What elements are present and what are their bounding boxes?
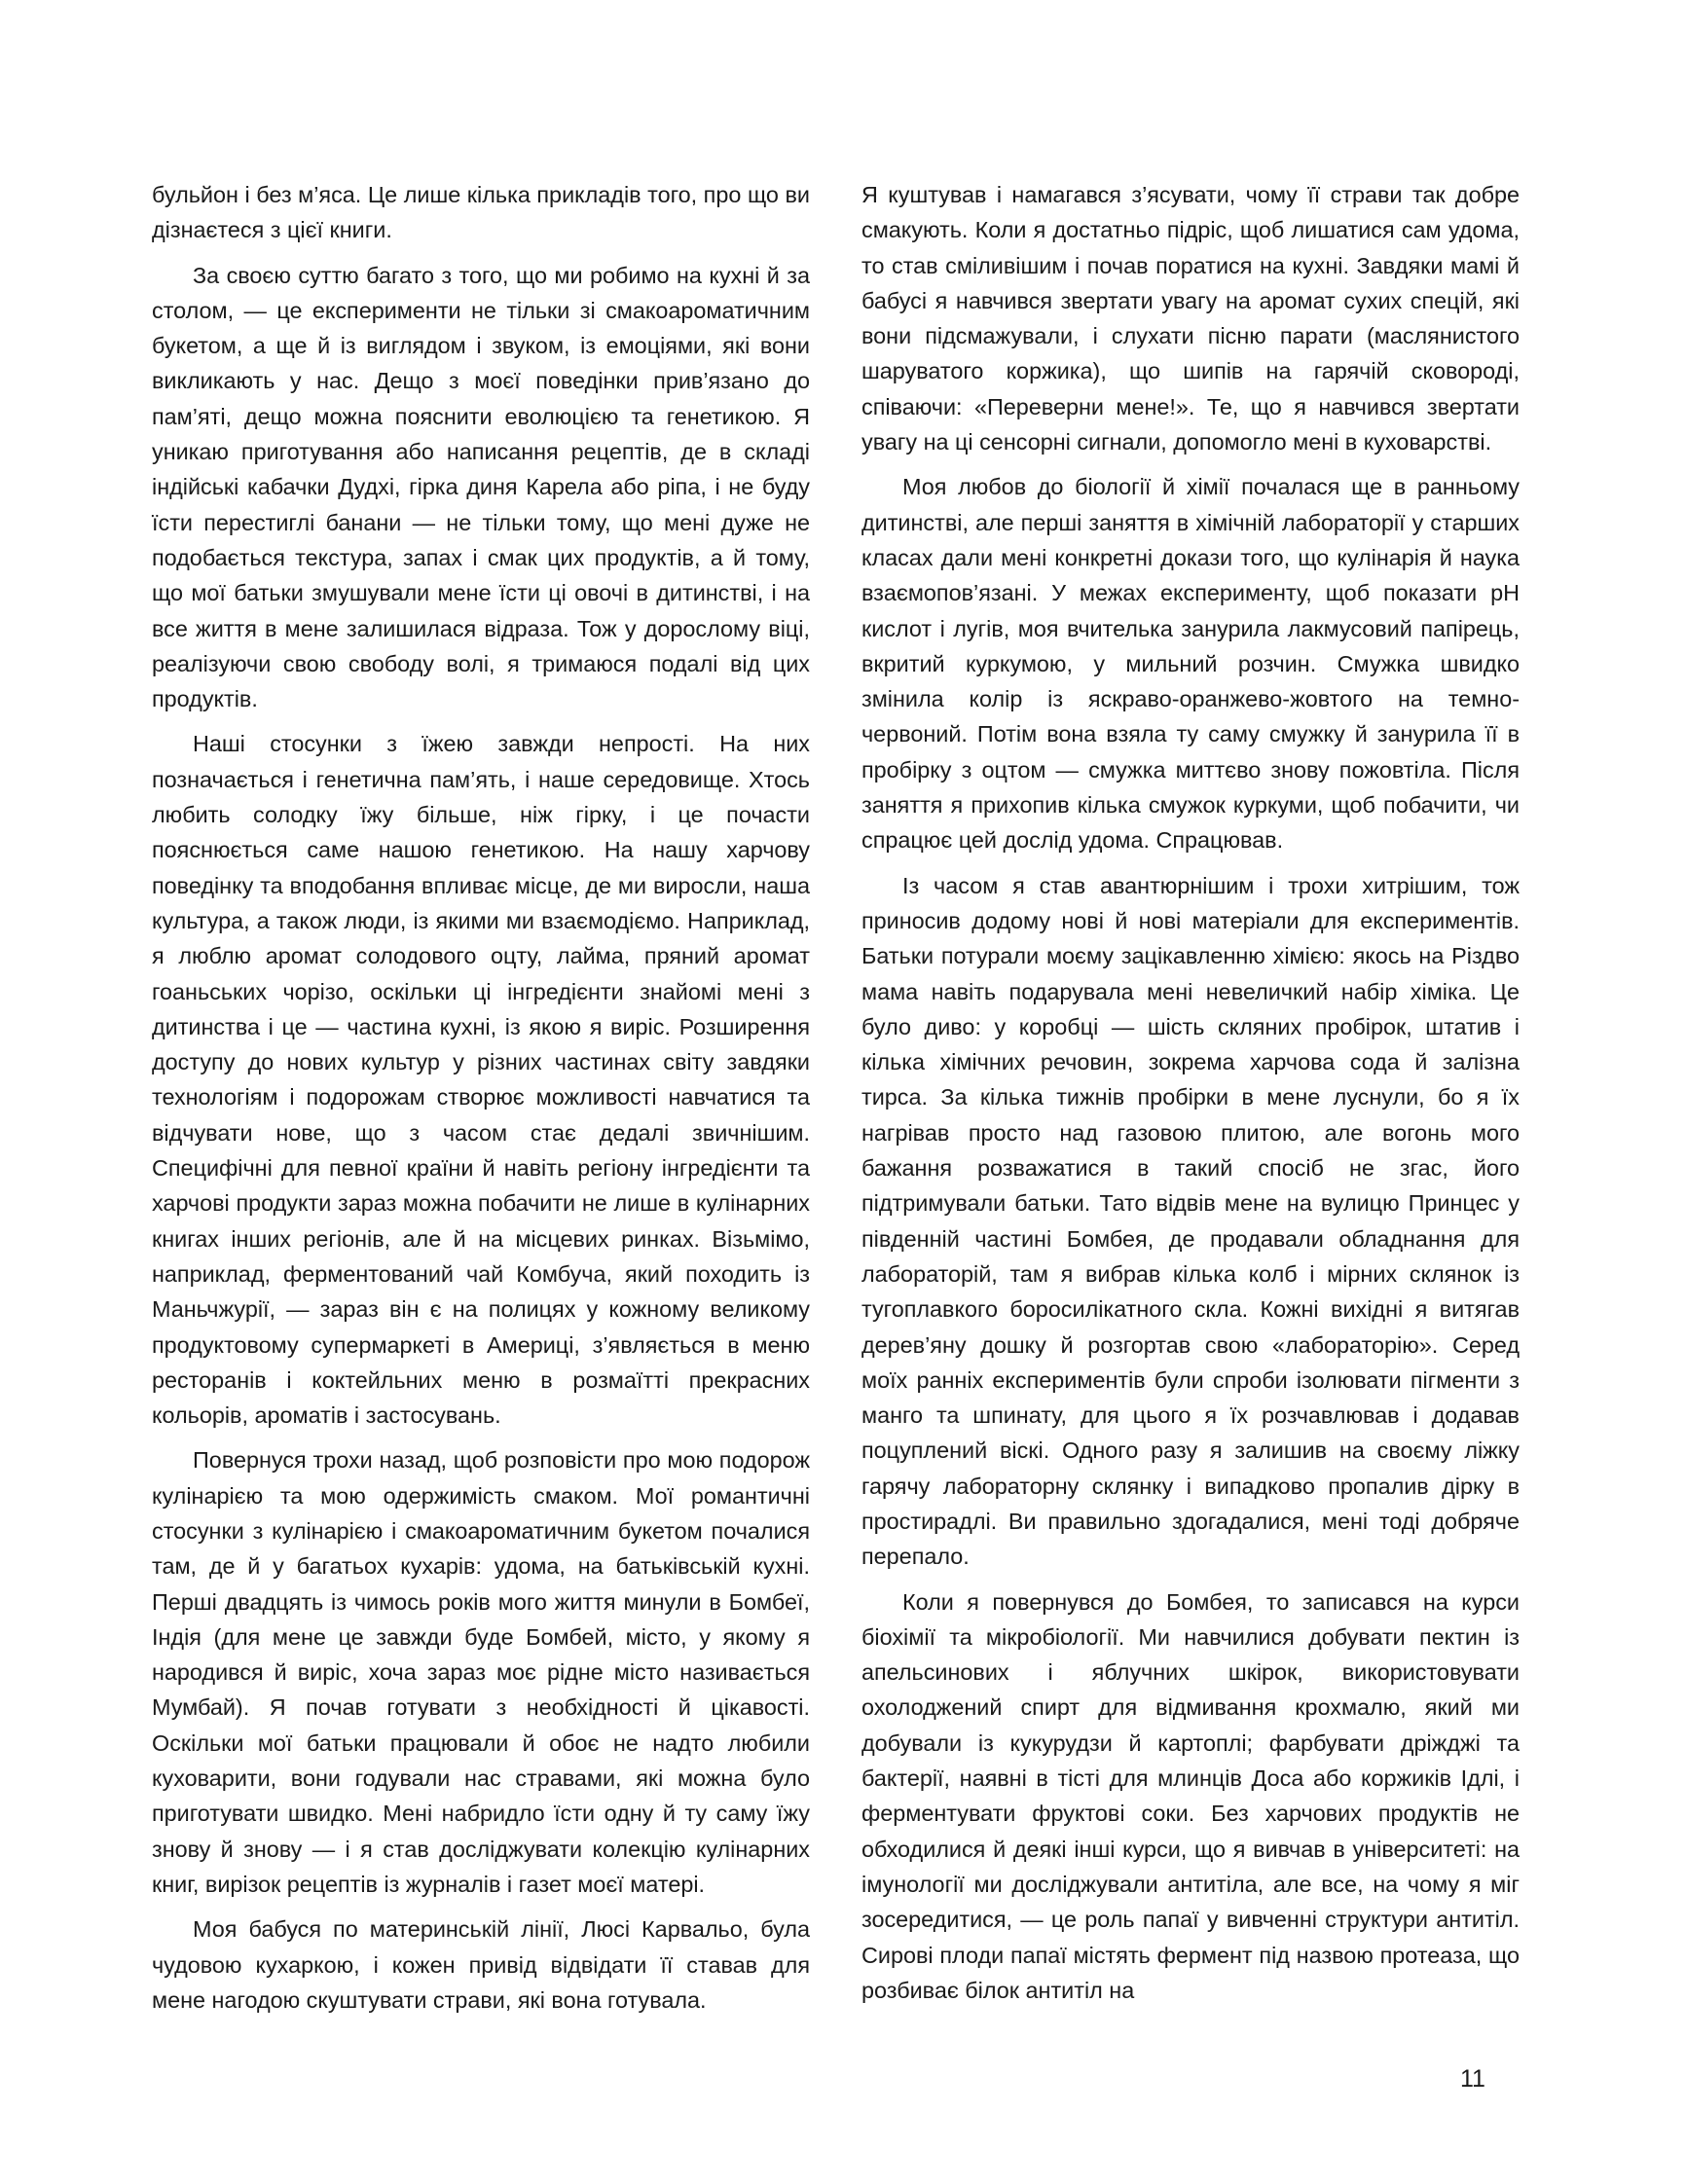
paragraph: Моя бабуся по материнській лінії, Люсі Карвальо, була чудовою кухаркою, і кожен привід відвідати її ставав для мене нагодою скуштувати страви, які вона готувала.: [152, 1916, 810, 2013]
paragraph: Наші стосунки з їжею завжди непрості. На них позначається і генетична пам’ять, і наше середовище. Хтось любить солодку їжу більше, ніж гірку, і це почасти пояснюється саме нашою генетикою. На нашу харчову поведінку та вподобання впливає місце, де ми виросли, наша культура, а також люди, із якими ми взаємодіємо. Наприклад, я люблю аромат солодового оцту, лайма, пряний аромат гоаньських чорізо, оскільки ці інгредієнти знайомі мені з дитинства і це — частина кухні, із якою я виріс. Розширення доступу до нових культур у різних частинах світу завдяки технологіям і подорожам створює можливості навчатися та відчувати нове, що з часом стає дедалі звичнішим. Специфічні для певної країни й навіть регіону інгредієнти та харчові продукти зараз можна побачити не лише в кулінарних книгах інших регіонів, але й на місцевих ринках. Візьмімо, наприклад, ферментований чай Комбуча, який походить із Маньчжурії, — зараз він є на полицях у кожному великому продуктовому супермаркеті в Америці, з’являється в меню ресторанів і коктейльних меню в розмаїтті прекрасних кольорів, ароматів і застосувань.: [152, 731, 810, 1429]
page-number: 11: [1460, 2065, 1485, 2093]
right-column: [861, 177, 1520, 2018]
paragraph: Моя любов до біології й хімії почалася ще в ранньому дитинстві, але перші заняття в хімічній лабораторії у старших класах дали мені конкретні докази того, що кулінарія й наука взаємопов’язані. У межах експерименту, щоб показати pH кислот і лугів, моя вчителька занурила лакмусовий папірець, вкритий куркумою, у мильний розчин. Смужка швидко змінила колір із яскраво-оранжево-жовтого на темно-червоний. Потім вона взяла ту саму смужку й занурила її в пробірку з оцтом — смужка миттєво знову пожовтіла. Після заняття я прихопив кілька смужок куркуми, щоб побачити, чи спрацює цей дослід удома. Спрацював.: [861, 474, 1520, 854]
paragraph: Коли я повернувся до Бомбея, то записався на курси біохімії та мікробіології. Ми навчилися добувати пектин із апельсинових і яблучних шкірок, використовувати охолоджений спирт для відмивання крохмалю, який ми добували із кукурудзи й картоплі; фарбувати дріжджі та бактерії, наявні в тісті для млинців Доса або коржиків Ідлі, і ферментувати фруктові соки. Без харчових продуктів не обходилися й деякі інші курси, що я вивчав в університеті: на імунології ми досліджували антитіла, але все, на чому я міг зосередитися, — це роль папаї у вивченні структури антитіл. Сирові плоди папаї містять фермент під назвою протеаза, що розбиває білок антитіл на: [861, 1588, 1520, 2003]
left-column: [152, 177, 810, 2027]
paragraph: Я куштував і намагався з’ясувати, чому її страви так добре смакують. Коли я достатньо підріс, щоб лишатися сам удома, то став сміливішим і почав поратися на кухні. Завдяки мамі й бабусі я навчився звертати увагу на аромат сухих спецій, які вони підсмажували, і слухати пісню парати (маслянистого шаруватого коржика), що шипів на гарячій сковороді, співаючи: «Переверни мене!». Те, що я навчився звертати увагу на ці сенсорні сигнали, допомогло мені в куховарстві.: [861, 182, 1520, 455]
paragraph: бульйон і без м’яса. Це лише кілька прикладів того, про що ви дізнаєтеся з цієї книги.: [152, 182, 810, 243]
paragraph: За своєю суттю багато з того, що ми робимо на кухні й за столом, — це експерименти не тільки зі смакоароматичним букетом, а ще й із виглядом і звуком, із емоціями, які вони викликають у нас. Дещо з моєї поведінки прив’язано до пам’яті, дещо можна пояснити еволюцією та генетикою. Я уникаю приготування або написання рецептів, де в складі індійські кабачки Дудхі, гірка диня Карела або ріпа, і не буду їсти перестиглі банани — не тільки тому, що мені дуже не подобається текстура, запах і смак цих продуктів, а й тому, що мої батьки змушували мене їсти ці овочі в дитинстві, і на все життя в мене залишилася відраза. Тож у дорослому віці, реалізуючи свою свободу волі, я тримаюся подалі від цих продуктів.: [152, 262, 810, 712]
paragraph: Із часом я став авантюрнішим і трохи хитрішим, тож приносив додому нові й нові матеріали для експериментів. Батьки потурали моєму зацікавленню хімією: якось на Різдво мама навіть подарувала мені невеличкий набір хіміка. Це було диво: у коробці — шість скляних пробірок, штатив і кілька хімічних речовин, зокрема харчова сода й залізна тирса. За кілька тижнів пробірки в мене луснули, бо я їх нагрівав просто над газовою плитою, але вогонь мого бажання розважатися в такий спосіб не згас, його підтримували батьки. Тато відвів мене на вулицю Принцес у південній частині Бомбея, де продавали обладнання для лабораторій, там я вибрав кілька колб і мірних склянок із тугоплавкого боросилікатного скла. Кожні вихідні я витягав дерев’яну дошку й розгортав свою «лабораторію». Серед моїх ранніх експериментів були спроби ізолювати пігменти з манго та шпинату, для цього я їх розчавлював і додавав поцуплений віскі. Одного разу я залишив на своєму ліжку гарячу лабораторну склянку і випадково пропалив дірку в простирадлі. Ви правильно здогадалися, мені тоді добряче перепало.: [861, 872, 1520, 1570]
paragraph: Повернуся трохи назад, щоб розповісти про мою подорож кулінарією та мою одержимість смаком. Мої романтичні стосунки з кулінарією і смакоароматичним букетом почалися там, де й у багатьох кухарів: удома, на батьківській кухні. Перші двадцять із чимось років мого життя минули в Бомбеї, Індія (для мене це завжди буде Бомбей, місто, у якому я народився й виріс, хоча зараз моє рідне місто називається Мумбай). Я почав готувати з необхідності й цікавості. Оскільки мої батьки працювали й обоє не надто любили куховарити, вони годували нас стравами, які можна було приготувати швидко. Мені набридло їсти одну й ту саму їжу знову й знову — і я став досліджувати колекцію кулінарних книг, вирізок рецептів із журналів і газет моєї матері.: [152, 1447, 810, 1897]
